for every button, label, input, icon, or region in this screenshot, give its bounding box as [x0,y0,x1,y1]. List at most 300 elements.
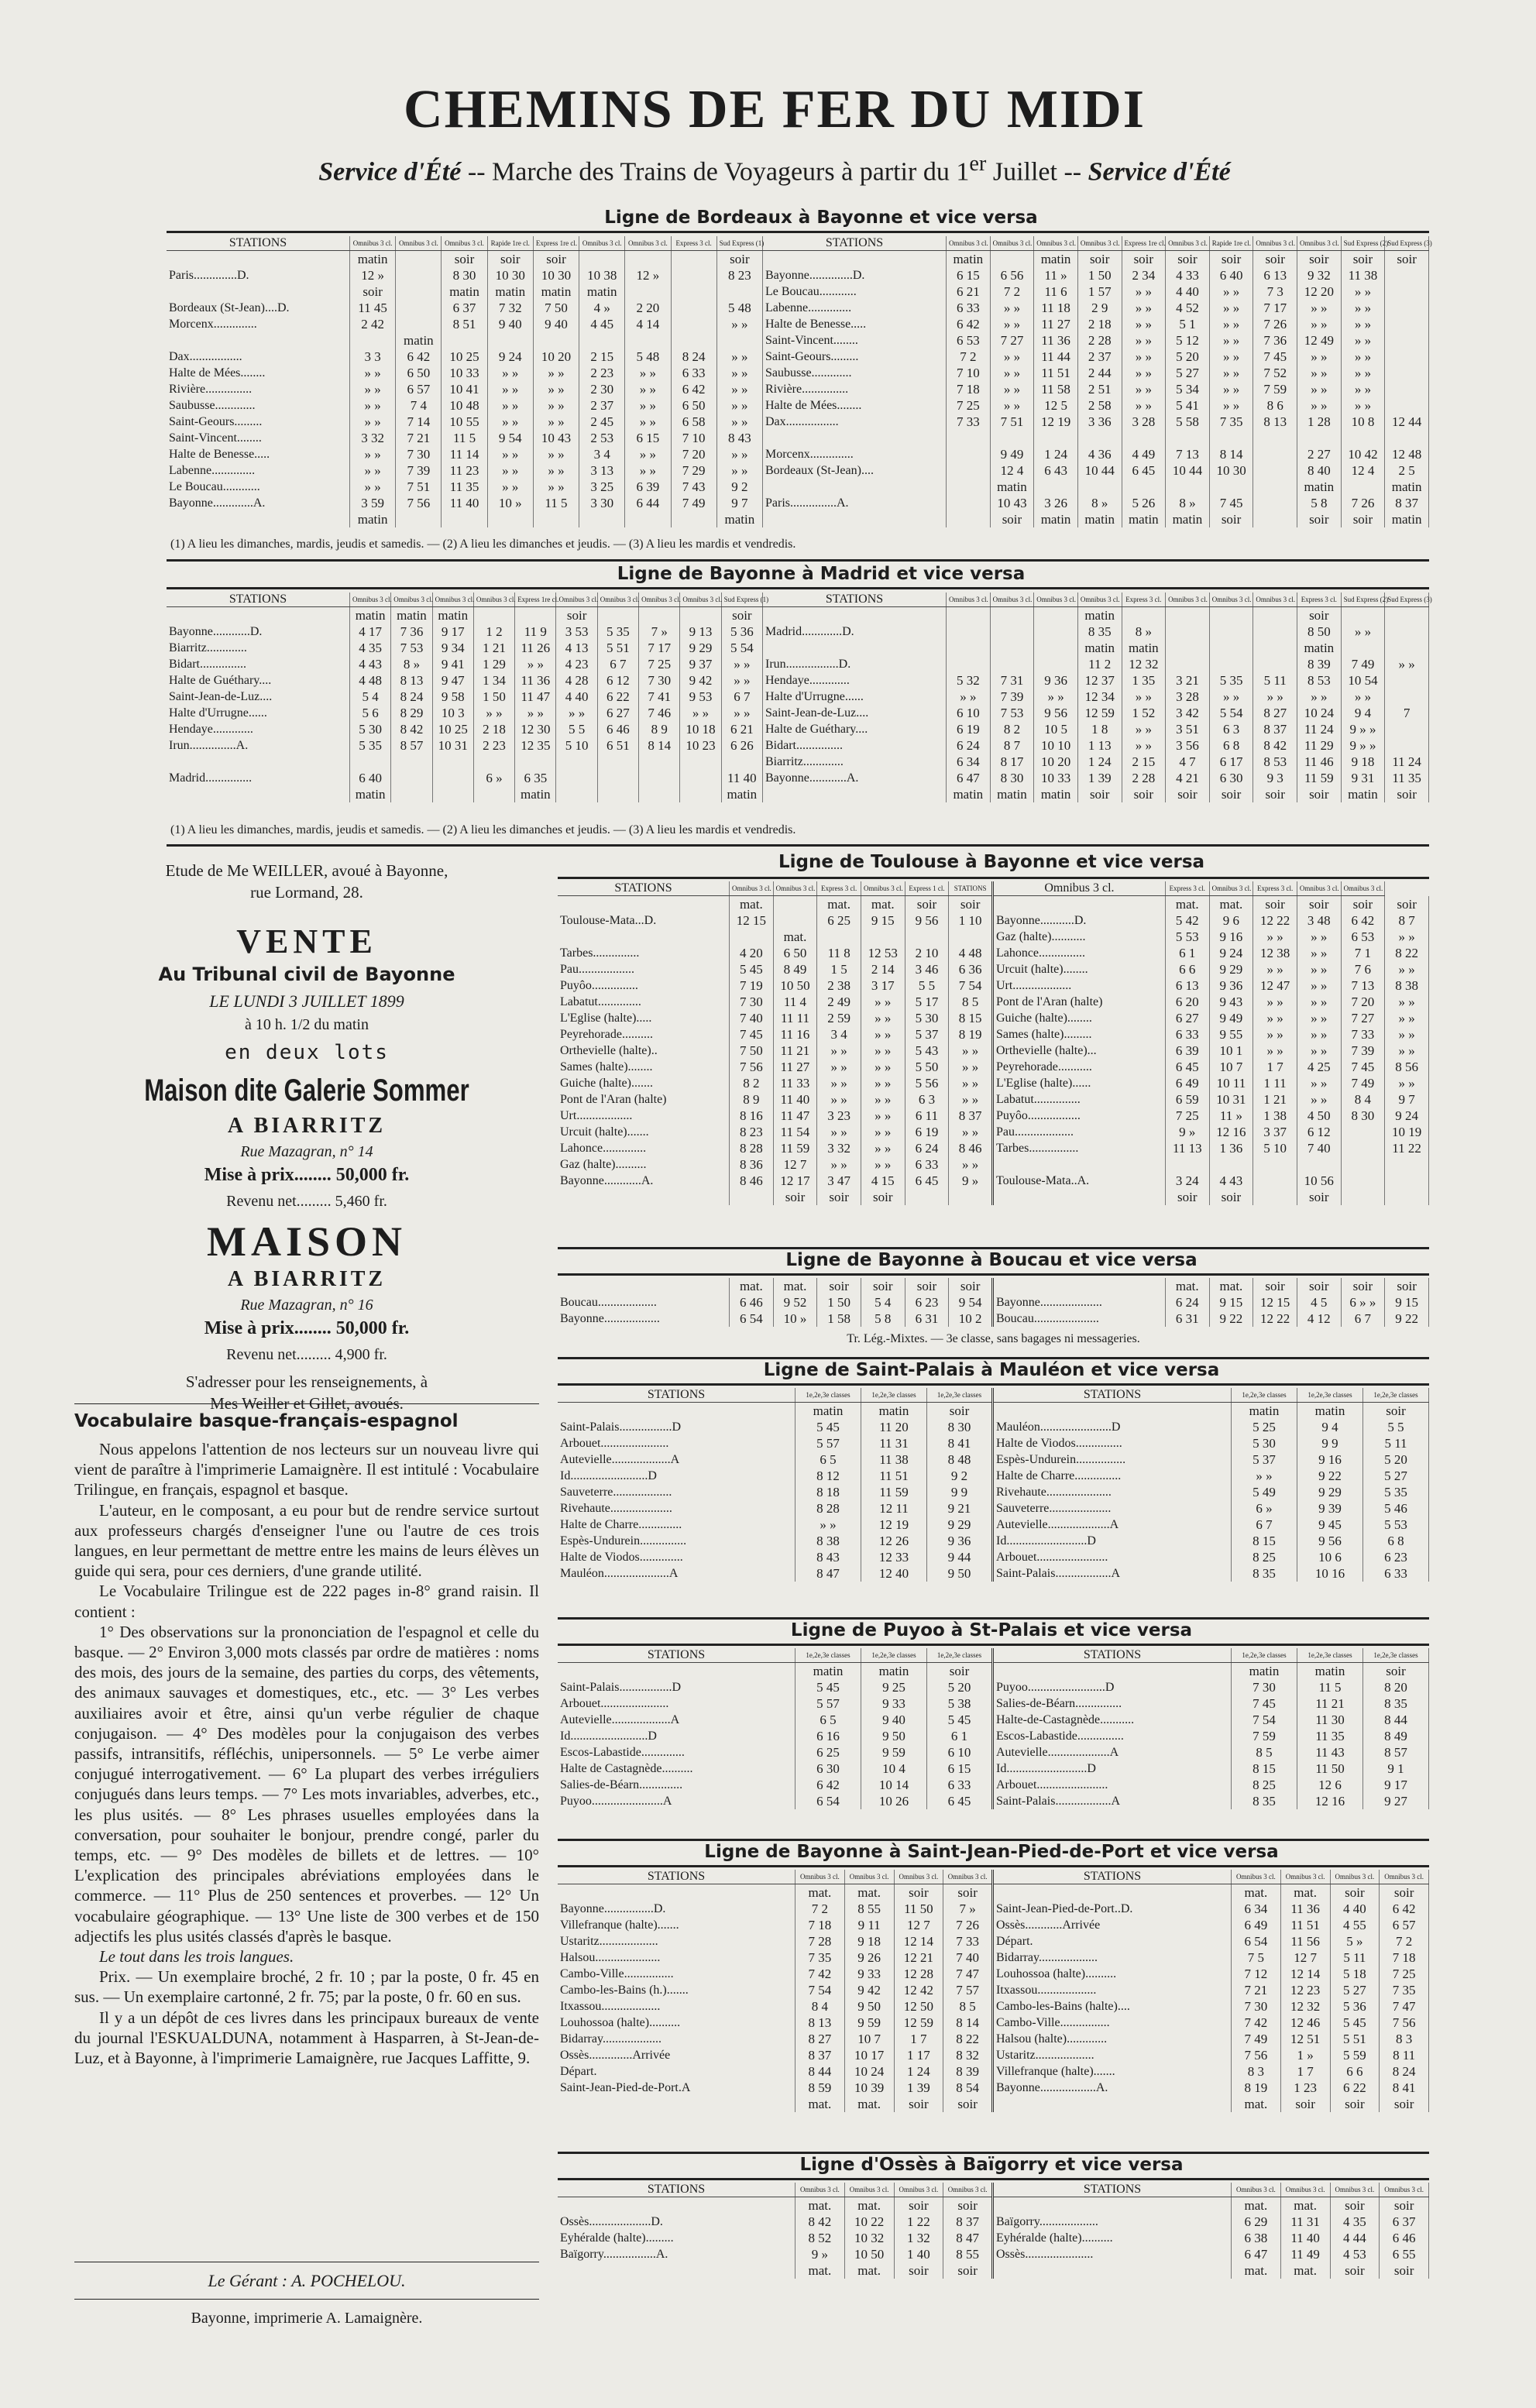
time-cell: soir [1209,1189,1253,1205]
time-cell: 6 42 [947,316,991,332]
time-cell: 5 6 [350,705,391,721]
time-cell: 1 21 [1253,1091,1297,1108]
lot1-street: Rue Mazagran, n° 14 [240,1143,373,1160]
time-cell: 9 29 [1297,1484,1363,1500]
time-cell: soir [1297,511,1342,527]
time-cell: 5 36 [721,623,762,640]
station-name [992,1156,1165,1173]
subtitle-mid2: Juillet -- [992,157,1082,187]
time-cell: » » [1297,689,1342,705]
time-cell: 5 45 [1330,2015,1380,2031]
table-row [558,1695,1429,1712]
time-cell [1253,495,1297,511]
station-name: Paris..............D. [167,267,350,283]
time-cell: » » [1297,349,1342,365]
time-cell: 4 40 [556,689,597,705]
table-row [167,607,763,624]
time-cell: mat. [861,896,905,913]
time-cell: 2 27 [1297,446,1342,462]
time-cell: 3 4 [817,1026,861,1043]
time-cell: 9 58 [432,689,473,705]
column-header: Omnibus 3 cl. [1253,236,1297,251]
time-cell: » » [861,1124,905,1140]
time-cell: 5 11 [1330,1949,1380,1966]
station-name [763,511,947,527]
time-cell: » » [1341,283,1385,300]
time-cell: 5 30 [905,1010,949,1026]
time-cell: 8 11 [1380,2047,1429,2063]
time-cell: 12 21 [894,1949,943,1966]
time-cell: » » [1385,656,1429,672]
column-header: 1e,2e,3e classes [861,1648,927,1663]
time-cell: soir [1297,896,1341,913]
station-name: Id.........................D [558,1468,795,1484]
table-row [167,689,763,705]
time-cell [990,607,1034,624]
time-cell: 8 38 [795,1533,861,1549]
time-cell: 7 25 [1165,1108,1209,1124]
time-cell: 1 8 [1077,721,1122,737]
time-cell [947,607,991,624]
time-cell: » » [533,365,579,381]
time-cell: 9 50 [844,1998,894,2015]
station-name [993,1884,1232,1901]
time-cell: 6 16 [795,1728,861,1744]
time-cell: 10 54 [1341,672,1385,689]
time-cell: soir [442,251,487,268]
time-cell: 10 31 [432,737,473,754]
time-cell: soir [1341,511,1385,527]
time-cell [473,786,514,802]
time-cell: 11 27 [1034,316,1078,332]
time-cell: 2 51 [1077,381,1122,397]
time-cell: 7 56 [396,495,442,511]
column-header: Express 3 cl. [1253,881,1297,896]
time-cell [680,786,721,802]
station-name: Ossès..............Arrivée [558,2047,795,2063]
station-name: Saubusse............. [763,365,947,381]
time-cell [625,251,671,268]
time-cell: 6 33 [905,1156,949,1173]
time-cell: 6 42 [396,349,442,365]
time-cell: » » [350,365,396,381]
table-row [558,1549,1429,1565]
time-cell: 10 23 [680,737,721,754]
column-header: Omnibus 3 cl. [943,2183,993,2197]
time-cell: » » [861,1091,905,1108]
time-cell: 7 » [639,623,680,640]
time-cell [1297,430,1342,446]
station-name: Hendaye............. [763,672,947,689]
time-cell: » » [1297,929,1341,945]
time-cell [556,786,597,802]
time-cell: mat. [1209,896,1253,913]
time-cell: 7 1 [1341,945,1385,961]
time-cell: 6 7 [1232,1517,1297,1533]
station-name: Bidarray................... [558,2031,795,2047]
time-cell [1385,316,1429,332]
time-cell: » » [487,365,533,381]
table-header-row [558,2183,1429,2197]
section-rule [558,1865,1429,1867]
station-name [167,607,350,624]
time-cell: 6 45 [1165,1059,1209,1075]
table-row [763,479,1429,495]
column-header: Omnibus 3 cl. [1380,1870,1429,1884]
time-cell: 10 56 [1297,1173,1341,1189]
time-cell: 11 27 [773,1059,817,1075]
time-cell: 6 35 [515,770,556,786]
time-cell [949,1189,993,1205]
time-cell: 12 4 [1341,462,1385,479]
station-name: Id..........................D [993,1760,1232,1777]
time-cell: 6 8 [1209,737,1253,754]
time-cell: 4 49 [1122,446,1166,462]
time-cell: 10 50 [773,977,817,994]
time-cell: 10 30 [1209,462,1253,479]
column-header: Omnibus 3 cl. [773,881,817,896]
time-cell: 8 2 [990,721,1034,737]
table-row [558,1712,1429,1728]
time-cell: 8 » [391,656,432,672]
time-cell: 1 24 [894,2063,943,2080]
time-cell: 11 8 [817,945,861,961]
station-name [558,1403,795,1420]
time-cell [1034,656,1078,672]
station-name: Paris...............A. [763,495,947,511]
station-name: Orthevielle (halte)... [992,1043,1165,1059]
time-cell: 5 50 [905,1059,949,1075]
time-cell: » » [861,994,905,1010]
time-cell: 7 47 [1380,1998,1429,2015]
time-cell: 5 25 [1232,1419,1297,1435]
table-row [167,316,763,332]
time-cell: » » [1122,737,1166,754]
time-cell: 10 44 [1166,462,1210,479]
station-name: Dax................. [763,414,947,430]
time-cell [1166,479,1210,495]
time-cell: » » [721,656,762,672]
time-cell: mat. [795,2262,845,2279]
time-cell: 11 14 [442,446,487,462]
time-cell: 5 11 [1363,1435,1429,1451]
time-cell: 9 16 [1209,929,1253,945]
time-cell [1253,430,1297,446]
time-cell [671,283,716,300]
table-row [558,1760,1429,1777]
time-cell: 10 4 [861,1760,927,1777]
time-cell [1034,607,1078,624]
station-name: Toulouse-Mata...D. [558,912,730,929]
table-row [558,1500,1429,1517]
time-cell: » » [817,1043,861,1059]
time-cell: 8 43 [716,430,762,446]
time-cell [1166,640,1210,656]
station-name: Itxassou................... [993,1982,1232,1998]
bordeaux-outbound-table [167,236,763,527]
time-cell: » » [1122,365,1166,381]
table-row [167,332,763,349]
time-cell: » » [473,705,514,721]
time-cell: » » [350,414,396,430]
time-cell: » » [1297,961,1341,977]
time-cell: 4 44 [1330,2230,1380,2246]
time-cell: 6 22 [1330,2080,1380,2096]
time-cell: 1 11 [1253,1075,1297,1091]
time-cell: 12 7 [894,1917,943,1933]
time-cell: 5 12 [1166,332,1210,349]
time-cell: 8 44 [1363,1712,1429,1728]
station-name: Villefranque (halte)....... [993,2063,1232,2080]
station-name: Bayonne............A. [763,770,947,786]
time-cell: » » [1341,623,1385,640]
time-cell: soir [905,896,949,913]
time-cell [396,251,442,268]
time-cell: 6 54 [795,1793,861,1809]
time-cell: mat. [844,2262,894,2279]
time-cell: 8 30 [990,770,1034,786]
time-cell: 8 20 [1363,1679,1429,1695]
column-header: Sud Express (3) [1385,593,1429,607]
station-name: Labenne.............. [763,300,947,316]
table-row [167,267,763,283]
time-cell: 8 27 [795,2031,845,2047]
time-cell: matin [1034,786,1078,802]
time-cell: 11 9 [515,623,556,640]
vocab-paragraph: Nous appelons l'attention de nos lecteurs sur un nouveau livre qui vient de paraître à l'imprimerie Lamaignère. Il est intitulé : Vocabulaire Trilingue, en français, espagnol et basque. [74,1440,539,1499]
time-cell [625,511,671,527]
time-cell: 7 53 [391,640,432,656]
time-cell: 10 7 [1209,1059,1253,1075]
time-cell: 6 38 [1232,2230,1281,2246]
time-cell [1385,300,1429,316]
time-cell: 11 36 [1034,332,1078,349]
madrid-footnote: (1) A lieu les dimanches, mardis, jeudis et samedis. — (2) A lieu les dimanches et jeudis. — (3) A lieu les mardis et vendredis. [170,823,796,836]
time-cell: 12 42 [894,1982,943,1998]
time-cell: 8 30 [927,1419,993,1435]
time-cell [1209,1156,1253,1173]
time-cell: 11 51 [1280,1917,1330,1933]
time-cell: 12 30 [515,721,556,737]
time-cell: » » [1209,397,1253,414]
time-cell: 1 5 [817,961,861,977]
time-cell [671,251,716,268]
station-name: Salies-de-Béarn............... [993,1695,1232,1712]
time-cell: 4 40 [1330,1901,1380,1917]
station-name: Sames (halte)........ [558,1059,730,1075]
station-name: Villefranque (halte)....... [558,1917,795,1933]
station-name: L'Eglise (halte)..... [558,1010,730,1026]
time-cell: » » [556,705,597,721]
station-name [558,2096,795,2112]
time-cell: » » [1209,316,1253,332]
station-name: Arbouet...................... [558,1435,795,1451]
time-cell: 8 24 [1380,2063,1429,2080]
time-cell: 6 21 [947,283,991,300]
station-name: Saint-Palais..................A [993,1793,1232,1809]
time-cell: 8 23 [730,1124,774,1140]
time-cell: 2 42 [350,316,396,332]
time-cell [556,770,597,786]
table-row [167,283,763,300]
time-cell: 8 3 [1232,2063,1281,2080]
time-cell [716,332,762,349]
time-cell: matin [1297,1403,1363,1420]
time-cell: 4 52 [1166,300,1210,316]
time-cell: 6 1 [927,1728,993,1744]
time-cell: 3 25 [579,479,625,495]
time-cell: 9 40 [487,316,533,332]
column-header: Omnibus 3 cl. [1297,881,1341,896]
station-name: Labatut.............. [558,994,730,1010]
station-name: Autevielle...................A [558,1451,795,1468]
time-cell: » » [350,462,396,479]
table-row [558,1075,1429,1091]
time-cell [947,623,991,640]
time-cell: 9 4 [1341,705,1385,721]
time-cell: 9 4 [1297,1419,1363,1435]
time-cell: matin [350,786,391,802]
time-cell: 8 54 [943,2080,993,2096]
time-cell: 12 19 [861,1517,927,1533]
time-cell: 6 58 [671,414,716,430]
time-cell: 6 30 [1209,770,1253,786]
time-cell: 9 » [795,2246,845,2262]
time-cell [1209,640,1253,656]
time-cell: 7 49 [1232,2031,1281,2047]
time-cell: 10 19 [1385,1124,1429,1140]
time-cell: 7 49 [1341,656,1385,672]
time-cell: 4 43 [350,656,391,672]
time-cell [730,929,774,945]
madrid-title: Ligne de Bayonne à Madrid et vice versa [617,564,1026,584]
time-cell: 10 43 [533,430,579,446]
time-cell: 9 34 [432,640,473,656]
time-cell [1385,397,1429,414]
time-cell [1341,1173,1385,1189]
time-cell: 5 32 [947,672,991,689]
table-row [763,754,1429,770]
station-name: Halte de Castagnède.......... [558,1760,795,1777]
time-cell [1341,1156,1385,1173]
time-cell: 12 14 [1280,1966,1330,1982]
time-cell: 7 40 [1297,1140,1341,1156]
time-cell: 8 19 [1232,2080,1281,2096]
time-cell: 8 59 [795,2080,845,2096]
column-header: 1e,2e,3e classes [1363,1648,1429,1663]
station-name: Morcenx.............. [167,316,350,332]
table-row [763,283,1429,300]
time-cell: 9 27 [1363,1793,1429,1809]
table-row [558,961,1429,977]
time-cell: 5 20 [1363,1451,1429,1468]
time-cell: 5 5 [905,977,949,994]
table-header-row [558,1648,1429,1663]
time-cell [515,754,556,770]
time-cell: 8 » [1122,623,1166,640]
time-cell: 3 48 [1297,912,1341,929]
time-cell: 8 46 [730,1173,774,1189]
time-cell: 7 47 [943,1966,993,1982]
time-cell: matin [1122,640,1166,656]
lot1-revenue: Revenu net......... 5,460 fr. [226,1193,387,1210]
table-row [558,1533,1429,1549]
table-row [558,1173,1429,1189]
column-header: Omnibus 3 cl. [990,236,1034,251]
time-cell: » » [1122,316,1166,332]
table-row [558,1982,1429,1998]
time-cell: 12 19 [1034,414,1078,430]
time-cell: 11 47 [515,689,556,705]
time-cell [990,656,1034,672]
station-name: Gaz (halte).......... [558,1156,730,1173]
station-name: Baïgorry.................A. [558,2246,795,2262]
time-cell: 5 53 [1165,929,1209,945]
table-row [558,1484,1429,1500]
station-name [558,2197,795,2214]
time-cell: 5 42 [1165,912,1209,929]
time-cell: » » [1341,349,1385,365]
time-cell: 10 33 [442,365,487,381]
time-cell: 2 30 [579,381,625,397]
station-name: Halte de Benesse..... [167,446,350,462]
time-cell: 7 2 [1380,1933,1429,1949]
time-cell: 1 22 [894,2214,943,2230]
time-cell: » » [817,1124,861,1140]
time-cell: 7 41 [639,689,680,705]
time-cell: soir [1253,251,1297,268]
table-row [558,1156,1429,1173]
time-cell: 8 35 [1363,1695,1429,1712]
time-cell: soir [1330,2197,1380,2214]
table-row [558,1091,1429,1108]
station-name [558,1189,730,1205]
time-cell: 1 2 [473,623,514,640]
time-cell [671,300,716,316]
time-cell: soir [861,1278,905,1294]
time-cell: 4 » [579,300,625,316]
time-cell: 12 49 [1297,332,1342,349]
time-cell: 9 45 [1297,1517,1363,1533]
time-cell: 10 30 [487,267,533,283]
time-cell: 8 14 [639,737,680,754]
time-cell: 6 7 [1341,1310,1385,1327]
station-name: Ossès............Arrivée [993,1917,1232,1933]
time-cell: » » [861,1010,905,1026]
time-cell [990,623,1034,640]
time-cell: » » [1209,689,1253,705]
station-name: Bayonne...........D. [992,912,1165,929]
time-cell: » » [716,414,762,430]
time-cell: 6 » » [1341,1294,1385,1310]
column-header: STATIONS [993,1870,1232,1884]
time-cell: 10 17 [844,2047,894,2063]
column-header: Omnibus 3 cl. [396,236,442,251]
station-name: Le Boucau............ [167,479,350,495]
time-cell [487,332,533,349]
section-rule [558,1644,1429,1646]
table-row [763,300,1429,316]
column-header: Sud Express (1) [721,593,762,607]
time-cell: » » [949,1091,993,1108]
time-cell: 5 49 [1232,1484,1297,1500]
time-cell: 11 43 [1297,1744,1363,1760]
time-cell: 10 26 [861,1793,927,1809]
time-cell: 6 20 [1165,994,1209,1010]
station-name: Bidart............... [167,656,350,672]
time-cell: 8 13 [1253,414,1297,430]
table-row [763,721,1429,737]
